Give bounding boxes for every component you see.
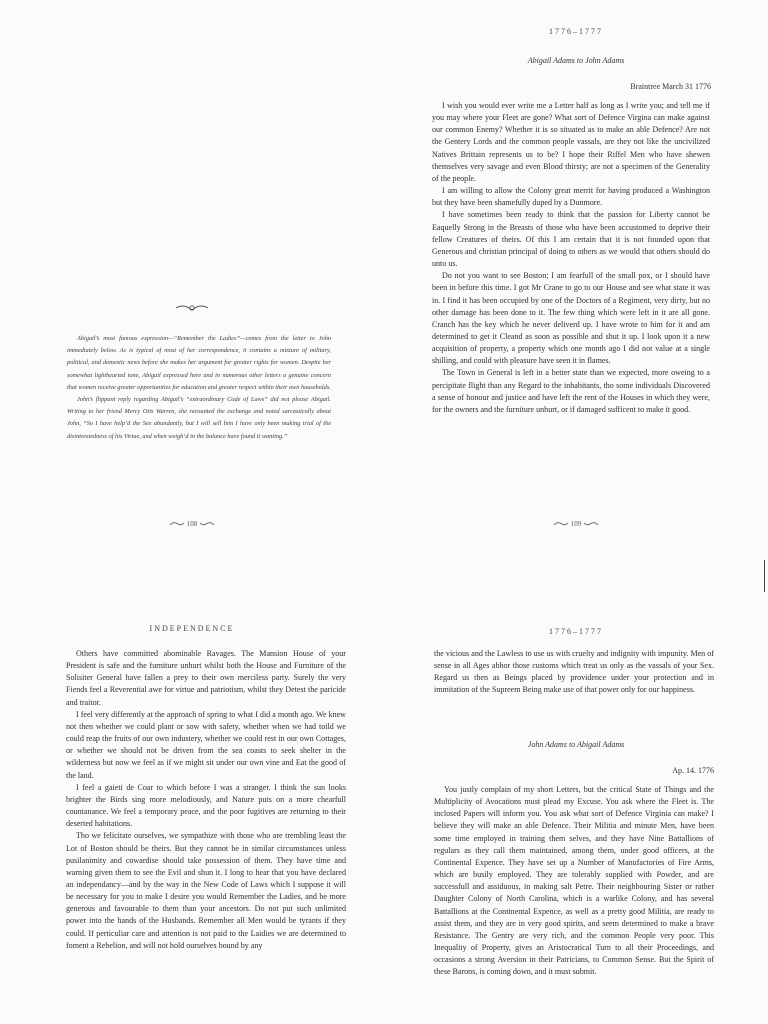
letter-body — [432, 100, 710, 416]
scan-edge-mark — [764, 560, 765, 592]
body-paragraph: I am willing to allow the Colony great merrit for having produced a Washington but they have been shamefully duped by a Dunmore. — [432, 186, 710, 208]
page-number-label: 108 — [186, 520, 198, 528]
ornament-flourish — [0, 300, 384, 318]
letter-title: John Adams to Abigail Adams — [527, 740, 625, 749]
page-110 — [0, 565, 384, 1024]
running-head: 1776–1777 — [549, 627, 603, 636]
body-paragraph: Others have committed abominable Ravages. The Mansion House of your President is safe and the furniture unhurt whilst both the House and Furniture of the Solisiter General have fallen a prey to their own merciless party. Surely the very Fiends feel a Reverential awe for virtue and patriotism, whilst they Detest the paricide and traitor. — [66, 649, 346, 707]
page-108 — [0, 0, 384, 565]
page-109 — [384, 0, 768, 565]
body-paragraph: Do not you want to see Boston; I am fearfull of the small pox, or I should have been in before this time. I got Mr Crane to go to our House and see what state it was in. I find it has been occupied by one of the Doctors of a Regiment, very dirty, but no other damage has been done to it. The few thing which were left in it are all gone. Cranch has the key which he never deliverd up. I have wrote to him for it and am determined to get it Cleand as soon as possible and shut it up. I look upon it a new acquisition of property, a property which one month ago I did not value at a single shilling, and could with pleasure have seen it in flames. — [432, 271, 710, 366]
body-paragraph: I feel a gaieti de Coar to which before I was a stranger. I think the sun looks brighter the Birds sing more melodiously, and Nature puts on a more chearfull countanance. We feel a temporary peace, and the poor fugitives are returning to their deserted habitations. — [66, 782, 346, 829]
page-number — [384, 520, 768, 528]
editorial-note — [67, 333, 331, 443]
body-paragraph: I have sometimes been ready to think that the passion for Liberty cannot be Eaquelly Strong in the Breasts of those who have been accustomed to deprive their fellow Creatures of theirs. Of this I am certain that it is not founded upon that Generous and christian principal of doing to others as we would that others should do unto us. — [432, 210, 710, 269]
page-number-label: 109 — [570, 520, 582, 528]
page-number — [0, 520, 384, 528]
letter-continuation — [434, 648, 714, 697]
letter-title: Abigail Adams to John Adams — [527, 56, 625, 65]
letter-body — [434, 784, 714, 979]
letter-dateline: Braintree March 31 1776 — [630, 82, 711, 91]
body-paragraph: Tho we felicitate ourselves, we sympathize with those who are trembling least the Lot of Boston should be theirs. But they cannot be in similar circumstances unless pusilanimity and cowardise should take possession of them. They have time and warning given them to see the Evil and shun it. I long to hear that you have declared an independancy—and by the way in the New Code of Laws which I suppose it will be necessary for you to make I desire you would Remember the Ladies, and be more generous and favourable to them than your ancestors. Do not put such unlimited power into the hands of the Husbands. Remember all Men would be tyrants if they could. If perticuliar care and attention is not paid to the Laidies we are determined to foment a Rebelion, and will not hold ourselves bound by any — [66, 831, 346, 950]
letter-body — [66, 648, 346, 952]
body-paragraph: the vicious and the Lawless to use us with cruelty and indignity with impunity. Men of sense in all Ages abhor those customs which treat us only as the vassals of your Sex. Regard us then as Beings placed by providence under your protection and in immitation of the Supreem Being make use of that power only for our happiness. — [434, 649, 714, 695]
note-paragraph: John’s flippant reply regarding Abigail’s “extraordinary Code of Laws” did not please Abigail. Writing to her friend Mercy Otis Warren, she recounted the exchange and noted sarcastically about John, “So I have help’d the Sex abundantly, but I will sell him I have only been making trial of the disintrestedness of his Virtue, and when weigh’d in the balance have found it wanting.” — [67, 396, 331, 440]
body-paragraph: You justly complain of my short Letters, but the critical State of Things and the Multiplicity of Avocations must plead my Excuse. You ask where the Fleet is. The inclosed Papers will inform you. You ask what sort of Defence Virginia can make? I believe they will make an able Defence. Their Militia and minute Men, have been some time employed in training them selves, and they have Nine Battallions of regulars as they call them maintained, among them, under good officers, at the Continental Expence. They have set up a Number of Manufactories of Fire Arms, which are busily employed. They are tolerably supplied with Powder, and are successfull and assiduous, in making salt Petre. Their neighbouring Sister or rather Daughter Colony of North Carolina, which is a warlike Colony, and has several Battallions at the Continental Expence, as well as a pretty good Militia, are ready to assist them, and they are in very good spirits, and seem determined to make a brave Resistance. The Gentry are very rich, and the common People very poor. This Inequality of Property, gives an Aristocratical Turn to all their Proceedings, and occasions a strong Aversion in their Patricians, to Common Sense. But the Spirit of these Barons, is coming down, and it must submit. — [434, 785, 714, 977]
body-paragraph: I wish you would ever write me a Letter half as long as I write you; and tell me if you may where your Fleet are gone? What sort of Defence Virgina can make against our common Enemy? Whether it is so situated as to make an able Defence? Are not the Gentery Lords and the common people vassals, are they not like the uncivilized Natives Brittain represents us to be? I hope their Riffel Men who have shewen themselves very savage and even Blood thirsty; are not a specimen of the Generality of the people. — [432, 101, 710, 183]
body-paragraph: The Town in General is left in a better state than we expected, more oweing to a percipitate flight than any Regard to the inhabitants, tho some individuals Discovered a sense of honour and justice and have left the rent of the Houses in which they were, for the owners and the furniture unhurt, or if damaged sufficent to make it good. — [432, 368, 710, 414]
letter-dateline: Ap. 14. 1776 — [672, 766, 714, 775]
note-paragraph: Abigail’s most famous expression—“Remember the Ladies”—comes from the letter to John immediately below. As is typical of most of her correspondence, it contains a mixture of military, political, and domestic news before she makes her argument for greater rights for women. Despite her somewhat lighthearted tone, Abigail expressed here and in numerous other letters a genuine concern that women receive greater opportunities for education and greater respect within their own households. — [67, 335, 331, 391]
body-paragraph: I feel very differently at the approach of spring to what I did a month ago. We knew not then whether we could plant or sow with safety, whether when we had toild we could reap the fruits of our own industery, whether we could rest in our own Cottages, or whether we should not be driven from the sea coasts to seek shelter in the wilderness but now we feel as if we might sit under our own vine and Eat the good of the land. — [66, 709, 346, 780]
running-head: 1776–1777 — [549, 27, 603, 36]
page-111 — [384, 565, 768, 1024]
running-head: INDEPENDENCE — [149, 624, 235, 633]
